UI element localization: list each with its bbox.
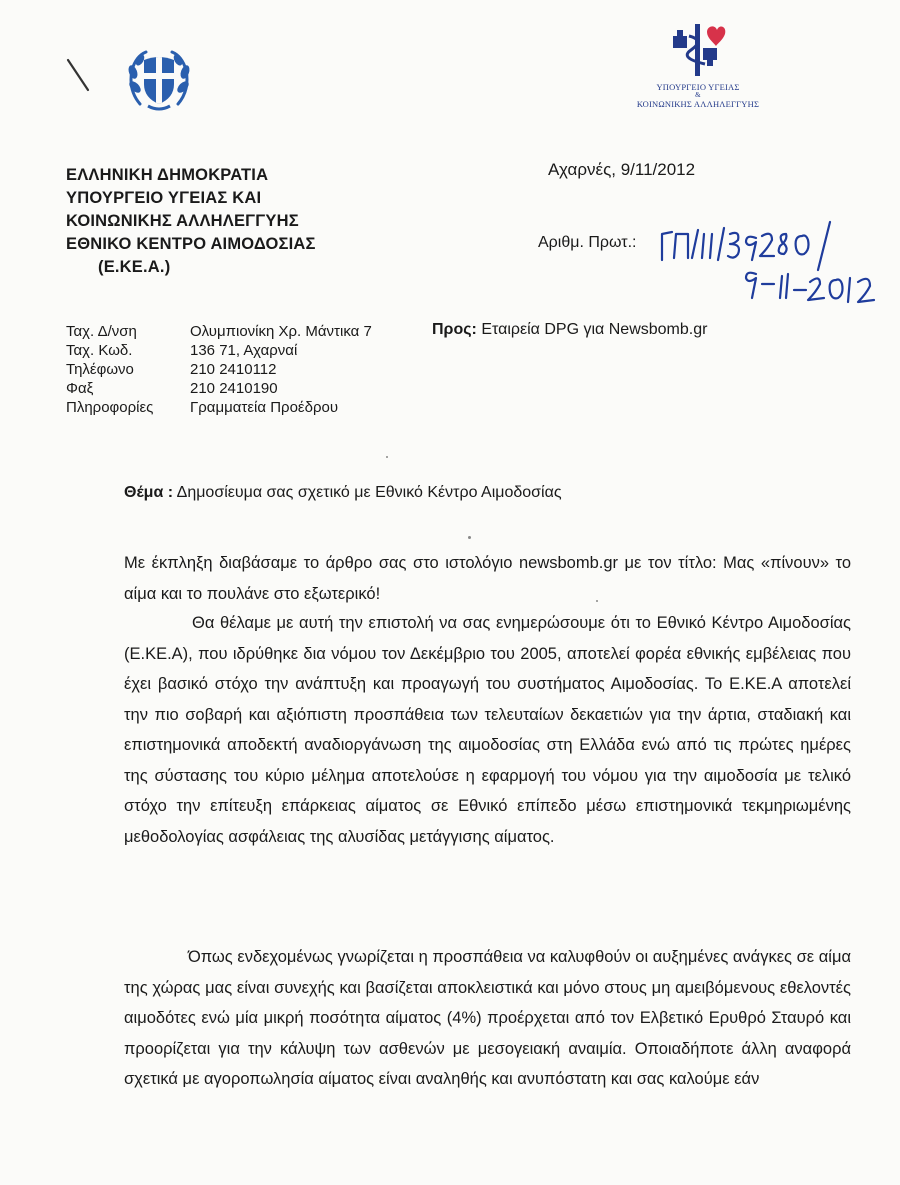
subject-value: Δημοσίευμα σας σχετικό με Εθνικό Κέντρο Αιμοδοσίας xyxy=(173,484,562,501)
body-paragraph: Θα θέλαμε με αυτή την επιστολή να σας ενημερώσουμε ότι το Εθνικό Κέντρο Αιμοδοσίας (Ε.ΚΕ.Α), που ιδρύθηκε δια νόμου τον Δεκέμβριο του 2005, αποτελεί φορέα εθνικής εμβέλειας που έχει βασικό στόχο την ανάπτυξη και προαγωγή του συστήματος Αιμοδοσίας. Το Ε.ΚΕ.Α αποτελεί την πιο σοβαρή και αξιόπιστη προσπάθεια των τελευταίων δεκαετιών για την άρτια, σταδιακή και επιστημονικά αποδεκτή αναδιοργάνωση της αιμοδοσίας στη Ελλάδα ενώ από τις πρώτες ημέρες της σύστασης του κύριο μέλημα αποτελούσε η εφαρμογή του νόμου για την αιμοδοσία με τελικό στόχο την επίτευξη επάρκειας αίματος σε Εθνικό επίπεδο μέσω επιστημονικά τεκμηριωμένης μεθοδολογίας ασφάλειας της αλυσίδας μετάγγισης αίματος. xyxy=(124,614,851,846)
org-line: ΥΠΟΥΡΓΕΙΟ ΥΓΕΙΑΣ ΚΑΙ xyxy=(66,189,262,207)
contact-row xyxy=(66,341,372,360)
scan-speck xyxy=(468,536,471,539)
contact-label: Ταχ. Κωδ. xyxy=(66,342,133,359)
subject-label: Θέμα : xyxy=(124,484,174,501)
recipient-value: Εταιρεία DPG για Newsbomb.gr xyxy=(476,321,708,338)
contact-label: Φαξ xyxy=(66,380,94,397)
body-paragraph: Όπως ενδεχομένως γνωρίζεται η προσπάθεια να καλυφθούν οι αυξημένες ανάγκες σε αίμα της χώρας μας είναι συνεχής και βασίζεται αποκλειστικά και μόνο στους μη αμειβόμενους εθελοντές αιμοδότες ενώ μία μικρή ποσότητα αίματος (4%) προέρχεται από τον Ελβετικό Ερυθρό Σταυρό και προορίζεται για την κάλυψη των ασθενών με μεσογειακή αναιμία. Οποιαδήποτε άλλη αναφορά σχετικά με αγοροπωλησία αίματος είναι αναληθής και ανυπόστατη και σας καλούμε εάν xyxy=(124,948,851,1088)
protocol-label: Αριθμ. Πρωτ.: xyxy=(538,234,637,251)
body-paragraph: Με έκπληξη διαβάσαμε το άρθρο σας στο ιστολόγιο newsbomb.gr με τον τίτλο: Μας «πίνουν» το αίμα και το πουλάνε στο εξωτερικό! xyxy=(124,554,851,603)
organization-header xyxy=(66,164,316,279)
handwritten-protocol-signature xyxy=(648,212,888,312)
org-line: ΕΛΛΗΝΙΚΗ ΔΗΜΟΚΡΑΤΙΑ xyxy=(66,166,269,184)
ministry-logo-line: ΥΠΟΥΡΓΕΙΟ ΥΓΕΙΑΣ xyxy=(656,82,740,92)
greek-coat-of-arms-icon xyxy=(122,42,196,116)
org-line: (Ε.ΚΕ.Α.) xyxy=(98,258,171,276)
contact-value: Γραμματεία Προέδρου xyxy=(190,399,339,416)
contact-value: 210 2410190 xyxy=(190,380,278,397)
scan-speck xyxy=(386,456,388,458)
org-line: ΚΟΙΝΩΝΙΚΗΣ ΑΛΛΗΛΕΓΓΥΗΣ xyxy=(66,212,299,230)
scan-speck xyxy=(596,600,598,602)
contact-label: Ταχ. Δ/νση xyxy=(66,323,137,340)
caduceus-heart-icon xyxy=(667,18,729,80)
letter-date: Αχαρνές, 9/11/2012 xyxy=(548,160,696,179)
contact-row xyxy=(66,360,372,379)
ministry-logo-line: & xyxy=(695,91,701,99)
ministry-logo-line: ΚΟΙΝΩΝΙΚΗΣ ΑΛΛΗΛΕΓΓΥΗΣ xyxy=(636,99,760,109)
contact-details xyxy=(66,322,372,417)
contact-row xyxy=(66,322,372,341)
contact-value: Ολυμπιονίκη Χρ. Μάντικα 7 xyxy=(190,323,372,340)
pen-mark xyxy=(64,56,94,96)
contact-value: 210 2410112 xyxy=(190,361,277,378)
contact-label: Πληροφορίες xyxy=(66,399,154,416)
org-line: ΕΘΝΙΚΟ ΚΕΝΤΡΟ ΑΙΜΟΔΟΣΙΑΣ xyxy=(66,235,316,253)
recipient-label: Προς: xyxy=(432,321,477,338)
contact-row xyxy=(66,398,372,417)
contact-value: 136 71, Αχαρναί xyxy=(190,342,298,359)
contact-label: Τηλέφωνο xyxy=(66,361,134,378)
ministry-logo xyxy=(628,18,768,128)
contact-row xyxy=(66,379,372,398)
subject-line xyxy=(124,484,562,502)
recipient xyxy=(432,321,707,339)
